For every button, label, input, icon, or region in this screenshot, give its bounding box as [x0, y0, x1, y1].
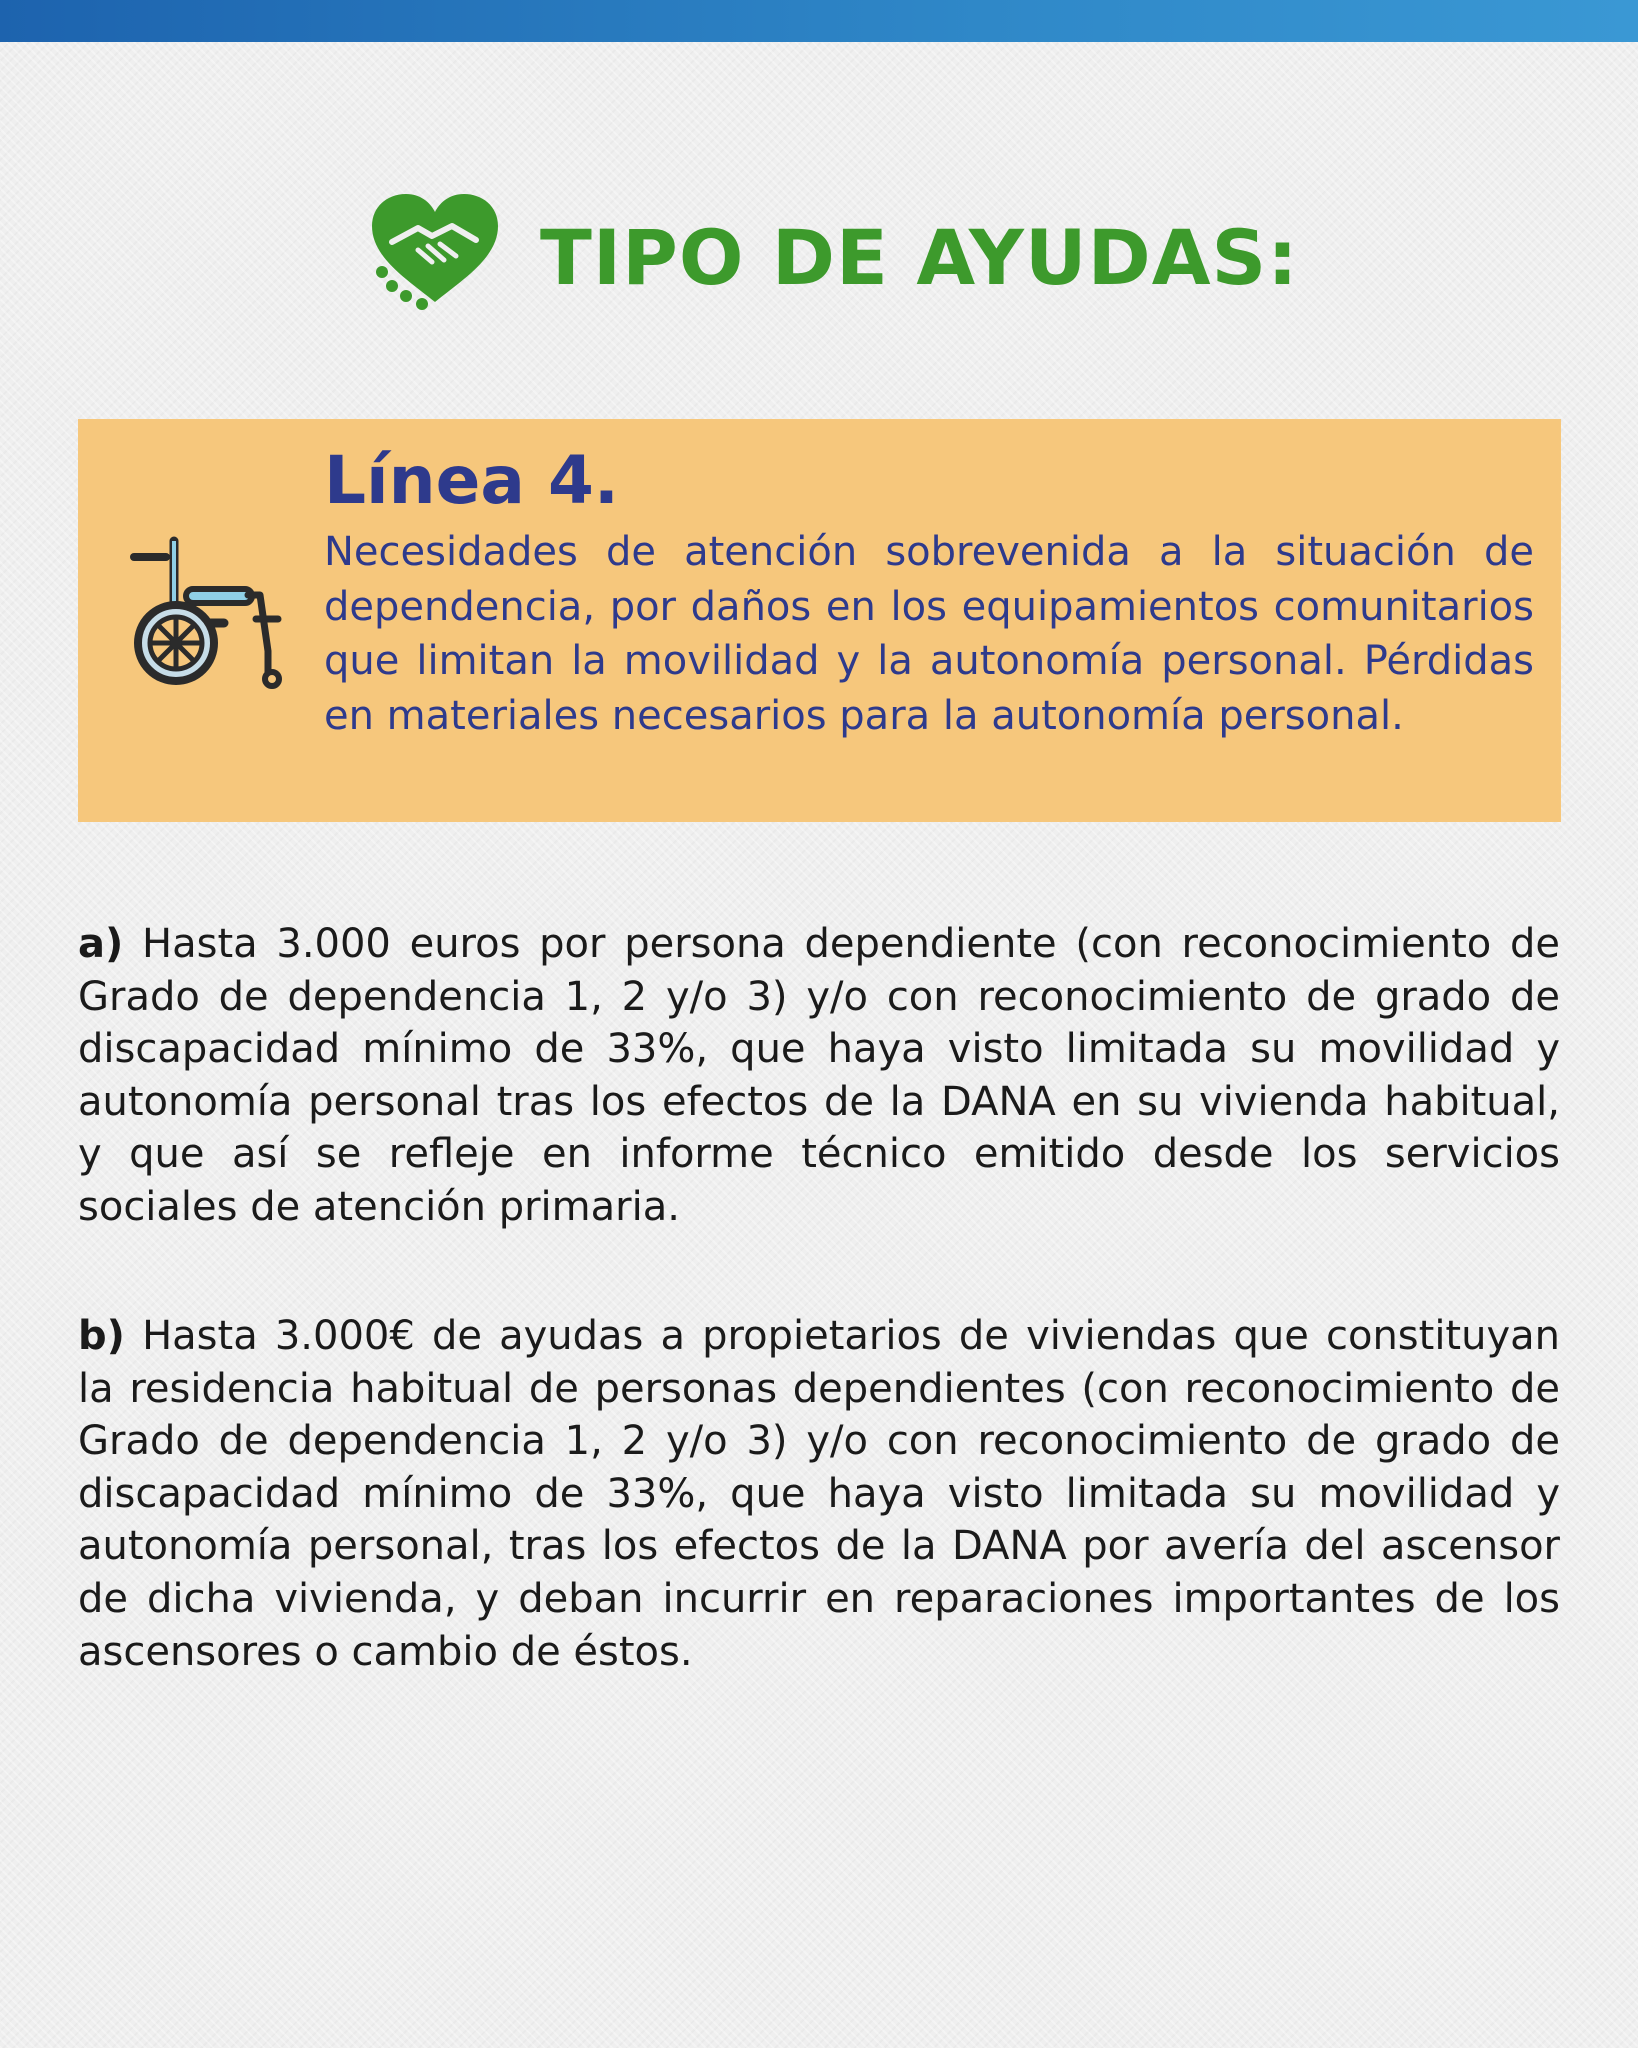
page-title: TIPO DE AYUDAS: [540, 213, 1299, 302]
item-b [78, 1310, 1560, 1678]
line-box [78, 419, 1561, 822]
page-heading [0, 190, 1638, 320]
item-a [78, 918, 1560, 1234]
line-description: Necesidades de atención sobrevenida a la situación de dependencia, por daños en los equipamientos comunitarios que limitan la movilidad y la autonomía personal. Pérdidas en materiales necesarios para la autonomía personal. [324, 529, 1534, 739]
item-b-text: Hasta 3.000€ de ayudas a propietarios de viviendas que constituyan la residencia habitual de personas dependientes (con reconocimiento de Grado de dependencia 1, 2 y/o 3) y/o con reconocimiento de grado de discapacidad mínimo de 33%, que haya visto limitada su movilidad y autonomía personal, tras los efectos de la DANA por avería del ascensor de dicha vivienda, y deban incurrir en reparaciones importantes de los ascensores o cambio de éstos. [78, 1313, 1560, 1675]
item-a-text: Hasta 3.000 euros por persona dependiente (con reconocimiento de Grado de dependencia 1, 2 y/o 3) y/o con reconocimiento de grado de discapacidad mínimo de 33%, que haya visto limitada su movilidad y autonomía personal tras los efectos de la DANA en su vivienda habitual, y que así se refleje en informe técnico emitido desde los servicios sociales de atención primaria. [78, 921, 1561, 1230]
item-a-label: a) [78, 921, 124, 967]
heart-handshake-icon [368, 190, 502, 316]
line-title: Línea 4. [324, 442, 619, 519]
top-bar [0, 0, 1638, 42]
wheelchair-icon [128, 531, 288, 691]
item-b-label: b) [78, 1313, 125, 1359]
